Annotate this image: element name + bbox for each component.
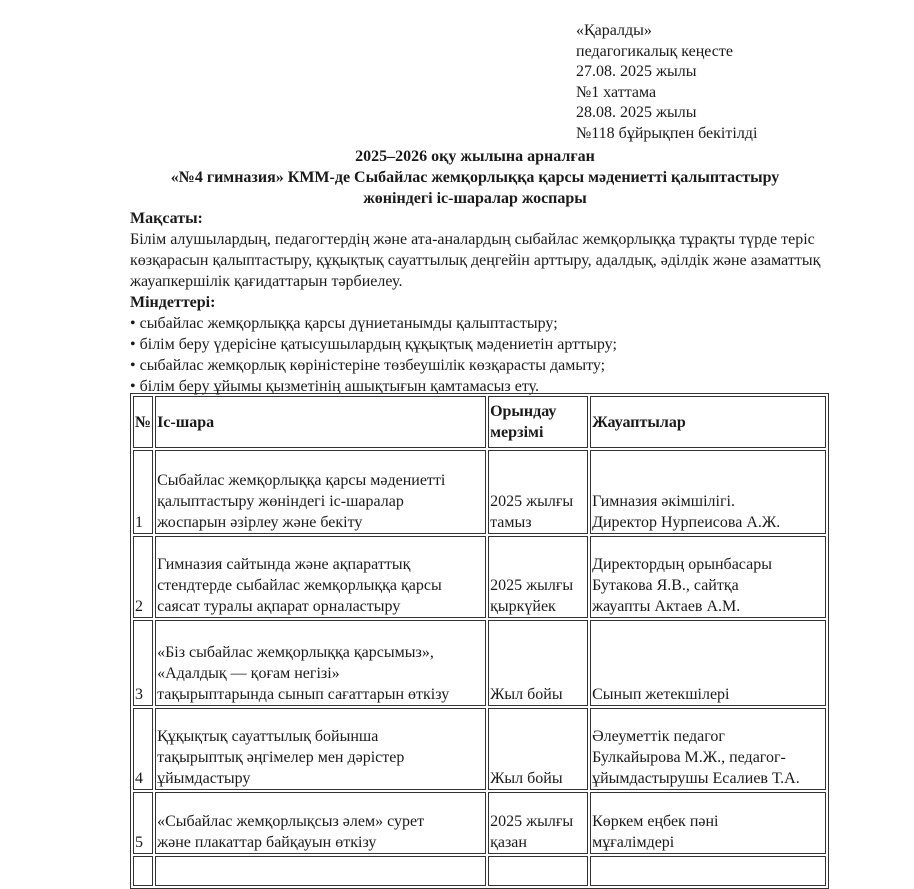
approval-line: педагогикалық кеңесте bbox=[576, 42, 733, 60]
document-body bbox=[130, 208, 830, 397]
row-num: 5 bbox=[133, 792, 153, 854]
table-row bbox=[133, 536, 826, 618]
row-deadline bbox=[488, 620, 588, 706]
cell-line: қыркүйек bbox=[490, 598, 556, 615]
row-num: 3 bbox=[133, 620, 153, 706]
empty-cell bbox=[133, 856, 153, 886]
table-row bbox=[133, 450, 826, 534]
row-activity bbox=[155, 792, 486, 854]
task-item: • білім беру үдерісіне қатысушылардың құқықтық мәдениетін арттыру; bbox=[130, 336, 617, 353]
cell-line: Булкайырова М.Ж., педагог- bbox=[592, 749, 786, 766]
cell-line: Жыл бойы bbox=[490, 770, 563, 787]
title-line: «№4 гимназия» КММ-де Сыбайлас жемқорлыққа қарсы мәдениетті қалыптастыру bbox=[170, 169, 780, 186]
header-deadline-line: мерзімі bbox=[490, 424, 544, 441]
cell-line: Сыбайлас жемқорлыққа қарсы мәдениетті bbox=[157, 472, 446, 489]
row-deadline bbox=[488, 536, 588, 618]
cell-line: тамыз bbox=[490, 514, 532, 531]
cell-line: Әлеуметтік педагог bbox=[592, 728, 725, 745]
cell-line: Бутакова Я.В., сайтқа bbox=[592, 577, 739, 594]
row-num: 4 bbox=[133, 708, 153, 790]
cell-line: қалыптастыру жөніндегі іс-шаралар bbox=[157, 493, 404, 510]
cell-line: Сынып жетекшілері bbox=[592, 686, 730, 703]
row-responsible bbox=[590, 620, 826, 706]
row-deadline bbox=[488, 708, 588, 790]
goal-heading: Мақсаты: bbox=[130, 210, 203, 227]
row-responsible bbox=[590, 536, 826, 618]
row-responsible bbox=[590, 708, 826, 790]
cell-line: «Сыбайлас жемқорлықсыз әлем» сурет bbox=[157, 813, 425, 830]
table-row bbox=[133, 792, 826, 854]
approval-stamp bbox=[576, 21, 896, 144]
approval-line: №1 хаттама bbox=[576, 83, 657, 101]
header-responsible: Жауаптылар bbox=[590, 396, 826, 448]
row-deadline bbox=[488, 450, 588, 534]
row-num: 2 bbox=[133, 536, 153, 618]
row-activity bbox=[155, 620, 486, 706]
header-deadline-line: Орындау bbox=[490, 403, 557, 420]
cell-line: мұғалімдері bbox=[592, 834, 675, 851]
approval-line: 27.08. 2025 жылы bbox=[576, 63, 697, 80]
cell-line: 2025 жылғы bbox=[490, 493, 574, 510]
cell-line: жауапты Актаев А.М. bbox=[592, 598, 741, 615]
header-num: № bbox=[133, 396, 153, 448]
empty-cell bbox=[488, 856, 588, 886]
row-responsible bbox=[590, 792, 826, 854]
cell-line: Гимназия сайтында және ақпараттық bbox=[157, 556, 411, 573]
row-deadline bbox=[488, 792, 588, 854]
table-row bbox=[133, 856, 826, 886]
row-num: 1 bbox=[133, 450, 153, 534]
approval-line: 28.08. 2025 жылы bbox=[576, 104, 697, 121]
table-row bbox=[133, 620, 826, 706]
cell-line: қазан bbox=[490, 834, 527, 851]
task-item: • білім беру ұйымы қызметінің ашықтығын қамтамасыз ету. bbox=[130, 378, 540, 395]
row-activity bbox=[155, 708, 486, 790]
cell-line: және плакаттар байқауын өткізу bbox=[157, 834, 377, 851]
cell-line: «Адалдық — қоғам негізі» bbox=[157, 665, 340, 682]
cell-line: Құқықтық сауаттылық бойынша bbox=[157, 728, 379, 745]
cell-line: саясат туралы ақпарат орналастыру bbox=[157, 598, 401, 615]
cell-line: тақырыптарында сынып сағаттарын өткізу bbox=[157, 686, 450, 703]
table-header-row bbox=[133, 396, 826, 448]
title-line: жөніндегі іс-шаралар жоспары bbox=[363, 190, 587, 207]
cell-line: «Біз сыбайлас жемқорлыққа қарсымыз», bbox=[157, 644, 434, 661]
cell-line: Гимназия әкімшілігі. bbox=[592, 493, 735, 510]
document-title bbox=[120, 146, 830, 209]
header-deadline bbox=[488, 396, 588, 448]
row-activity bbox=[155, 450, 486, 534]
cell-line: ұйымдастыру bbox=[157, 770, 251, 787]
task-item: • сыбайлас жемқорлық көріністеріне төзбеушілік көзқарасты дамыту; bbox=[130, 357, 606, 374]
cell-line: тақырыптық әңгімелер мен дәрістер bbox=[157, 749, 405, 766]
title-line: 2025–2026 оқу жылына арналған bbox=[355, 148, 595, 165]
cell-line: стендтерде сыбайлас жемқорлыққа қарсы bbox=[157, 577, 442, 594]
tasks-heading: Міндеттері: bbox=[130, 294, 216, 311]
cell-line: 2025 жылғы bbox=[490, 577, 574, 594]
approval-line: №118 бұйрықпен бекітілді bbox=[576, 124, 758, 142]
cell-line: 2025 жылғы bbox=[490, 813, 574, 830]
cell-line: Директордың орынбасары bbox=[592, 556, 772, 573]
approval-line: «Қаралды» bbox=[576, 22, 652, 39]
row-activity bbox=[155, 536, 486, 618]
cell-line: Жыл бойы bbox=[490, 686, 563, 703]
cell-line: жоспарын әзірлеу және бекіту bbox=[157, 514, 363, 531]
cell-line: ұйымдастырушы Есалиев Т.А. bbox=[592, 770, 800, 787]
empty-cell bbox=[155, 856, 486, 886]
header-activity: Іс-шара bbox=[155, 396, 486, 448]
empty-cell bbox=[590, 856, 826, 886]
cell-line: Көркем еңбек пәні bbox=[592, 813, 719, 830]
cell-line: Директор Нурпеисова А.Ж. bbox=[592, 514, 781, 531]
task-item: • сыбайлас жемқорлыққа қарсы дүниетанымды қалыптастыру; bbox=[130, 315, 558, 332]
plan-table bbox=[130, 393, 829, 889]
goal-text: Білім алушылардың, педагогтердің және ата-аналардың сыбайлас жемқорлыққа тұрақты түрде теріс көзқарасын қалыптастыру, құқықтық сауаттылық деңгейін арттыру, адалдық, әділдік және азаматтық жауапкершілік қағидаттарын тәрбиелеу. bbox=[130, 231, 821, 290]
row-responsible bbox=[590, 450, 826, 534]
table-row bbox=[133, 708, 826, 790]
